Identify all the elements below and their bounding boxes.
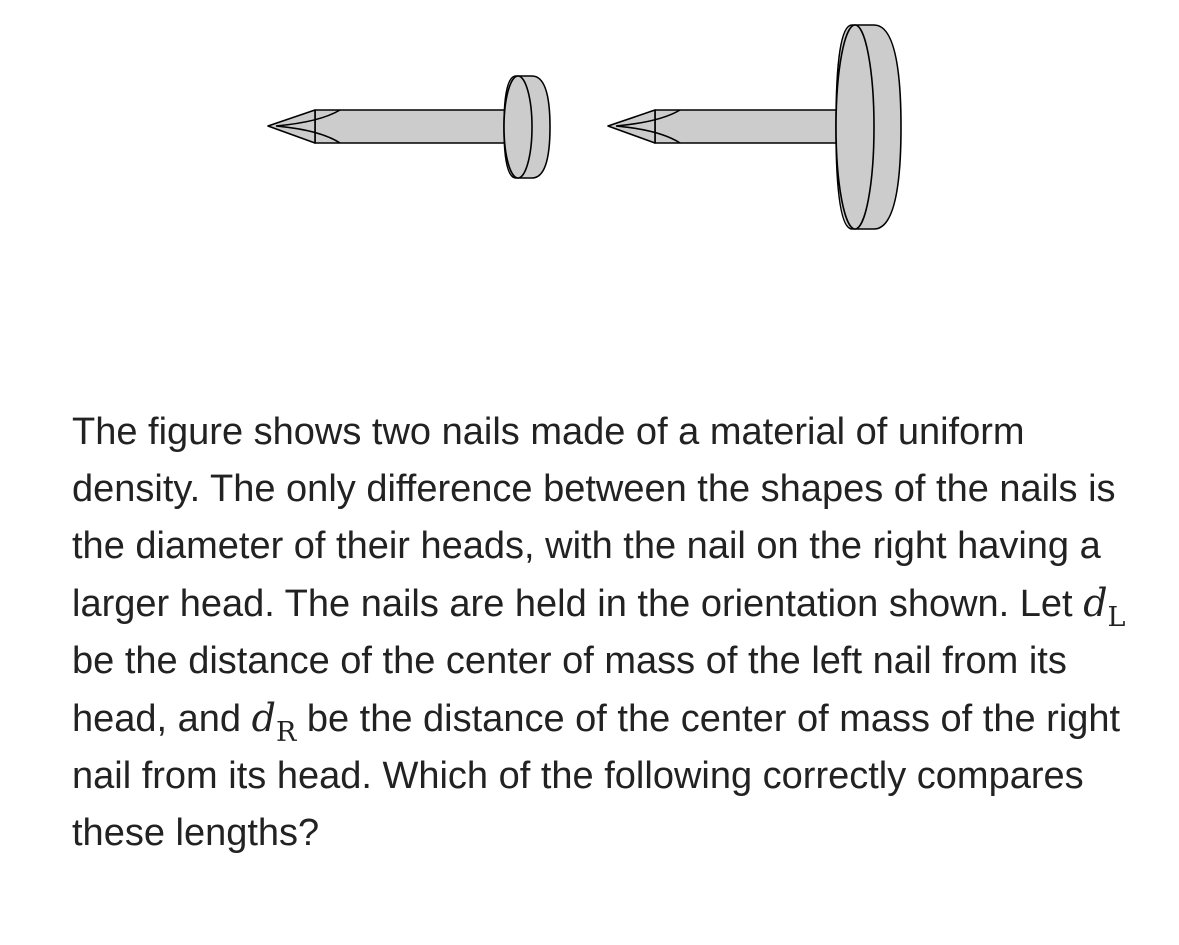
nails-figure	[0, 0, 1179, 260]
variable-d-right: $d_R$	[251, 696, 297, 748]
question-text-part-2: be the distance of the center of mass of the left nail from its head, and	[72, 640, 1067, 740]
right-nail-tip	[608, 110, 655, 143]
question-text-part-1: The figure shows two nails made of a material of uniform density. The only difference between the shapes of the nails is the diameter of their heads, with the nail on the right having a larger head. The nails are held in the orientation shown. Let	[72, 411, 1116, 625]
left-nail-shaft	[315, 110, 508, 143]
variable-d-left: $d_L$	[1083, 581, 1126, 633]
right-nail-head-face	[836, 25, 874, 229]
right-nail	[608, 25, 901, 229]
left-nail-head-face	[504, 76, 532, 178]
left-nail	[268, 76, 550, 178]
right-nail-shaft	[655, 110, 845, 143]
question-text	[72, 404, 1132, 862]
left-nail-tip	[268, 110, 315, 143]
question-text-part-3: be the distance of the center of mass of the right nail from its head. Which of the following correctly compares these lengths?	[72, 698, 1121, 854]
